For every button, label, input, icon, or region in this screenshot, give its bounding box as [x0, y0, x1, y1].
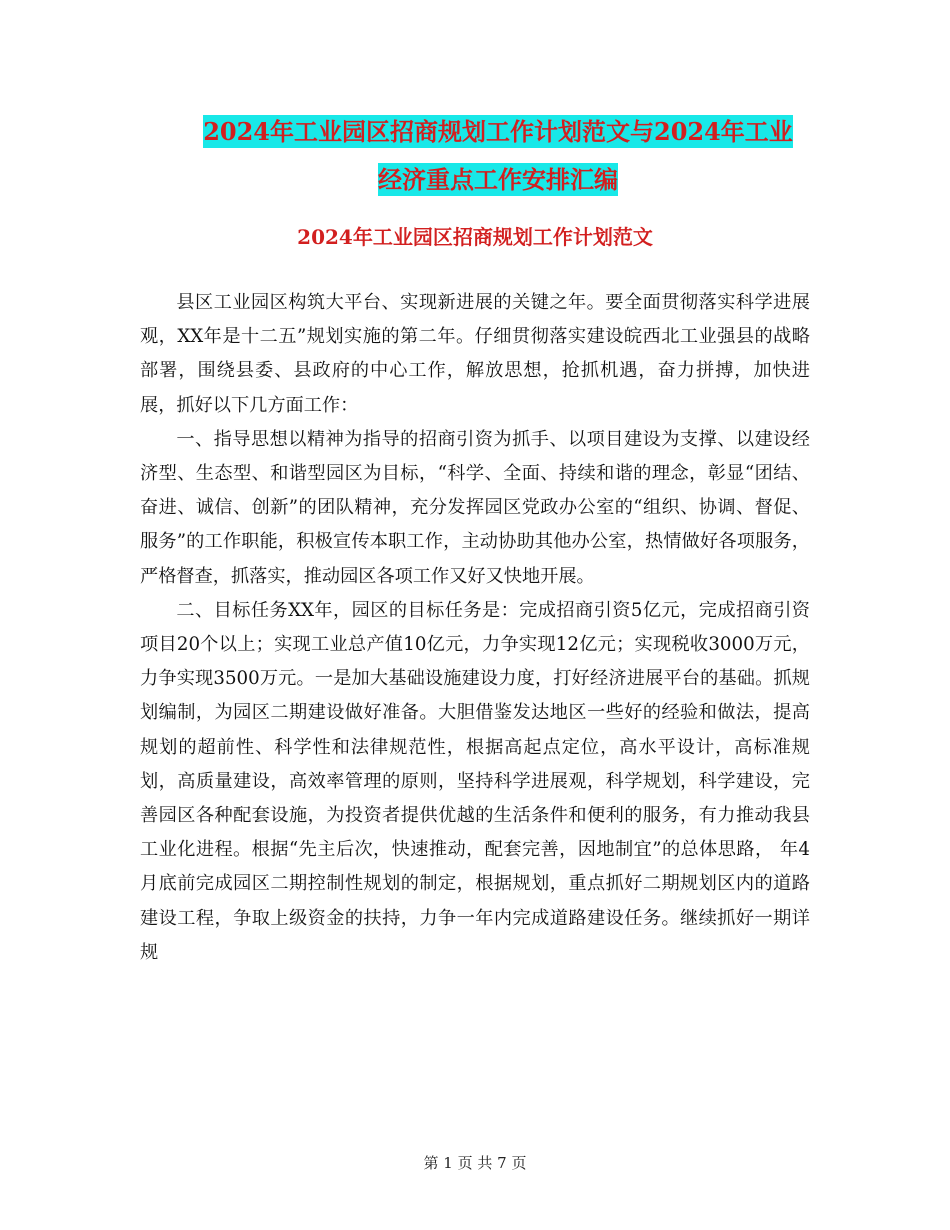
paragraph-goals-tasks: 二、目标任务XX年，园区的目标任务是：完成招商引资5亿元，完成招商引资项目20个以上；实现工业总产值10亿元，力争实现12亿元；实现税收3000万元，力争实现3500万元。一是加大基础设施建设力度，打好经济进展平台的基础。抓规划编制，为园区二期建设做好准备。大胆借鉴发达地区一些好的经验和做法，提高规划的超前性、科学性和法律规范性，根据高起点定位，高水平设计，高标准规划，高质量建设，高效率管理的原则，坚持科学进展观，科学规划，科学建设，完善园区各种配套设施，为投资者提供优越的生活条件和便利的服务，有力推动我县工业化进程。根据“先主后次，快速推动，配套完善，因地制宜”的总体思路， 年4月底前完成园区二期控制性规划的制定，根据规划，重点抓好二期规划区内的道路建设工程，争取上级资金的扶持，力争一年内完成道路建设任务。继续抓好一期详规: [140, 599, 810, 963]
paragraph-intro: 县区工业园区构筑大平台、实现新进展的关键之年。要全面贯彻落实科学进展观，XX年是十二五”规划实施的第二年。仔细贯彻落实建设皖西北工业强县的战略部署，围绕县委、县政府的中心工作，解放思想，抢抓机遇，奋力拼搏，加快进展，抓好以下几方面工作：: [140, 292, 810, 416]
document-title-line-1: 2024年工业园区招商规划工作计划范文与2024年工业: [203, 117, 793, 146]
document-title-line-2: 经济重点工作安排汇编: [378, 165, 618, 194]
document-body: [140, 286, 810, 970]
page-number-footer: 第 1 页 共 7 页: [423, 1154, 527, 1172]
document-title: [140, 108, 856, 204]
paragraph-guiding-ideology: 一、指导思想以精神为指导的招商引资为抓手、以项目建设为支撑、以建设经济型、生态型、和谐型园区为目标，“科学、全面、持续和谐的理念，彰显“团结、奋进、诚信、创新”的团队精神，充分发挥园区党政办公室的“组织、协调、督促、服务”的工作职能，积极宣传本职工作，主动协助其他办公室，热情做好各项服务，严格督查，抓落实，推动园区各项工作又好又快地开展。: [140, 428, 810, 587]
section-title: 2024年工业园区招商规划工作计划范文: [297, 225, 653, 249]
